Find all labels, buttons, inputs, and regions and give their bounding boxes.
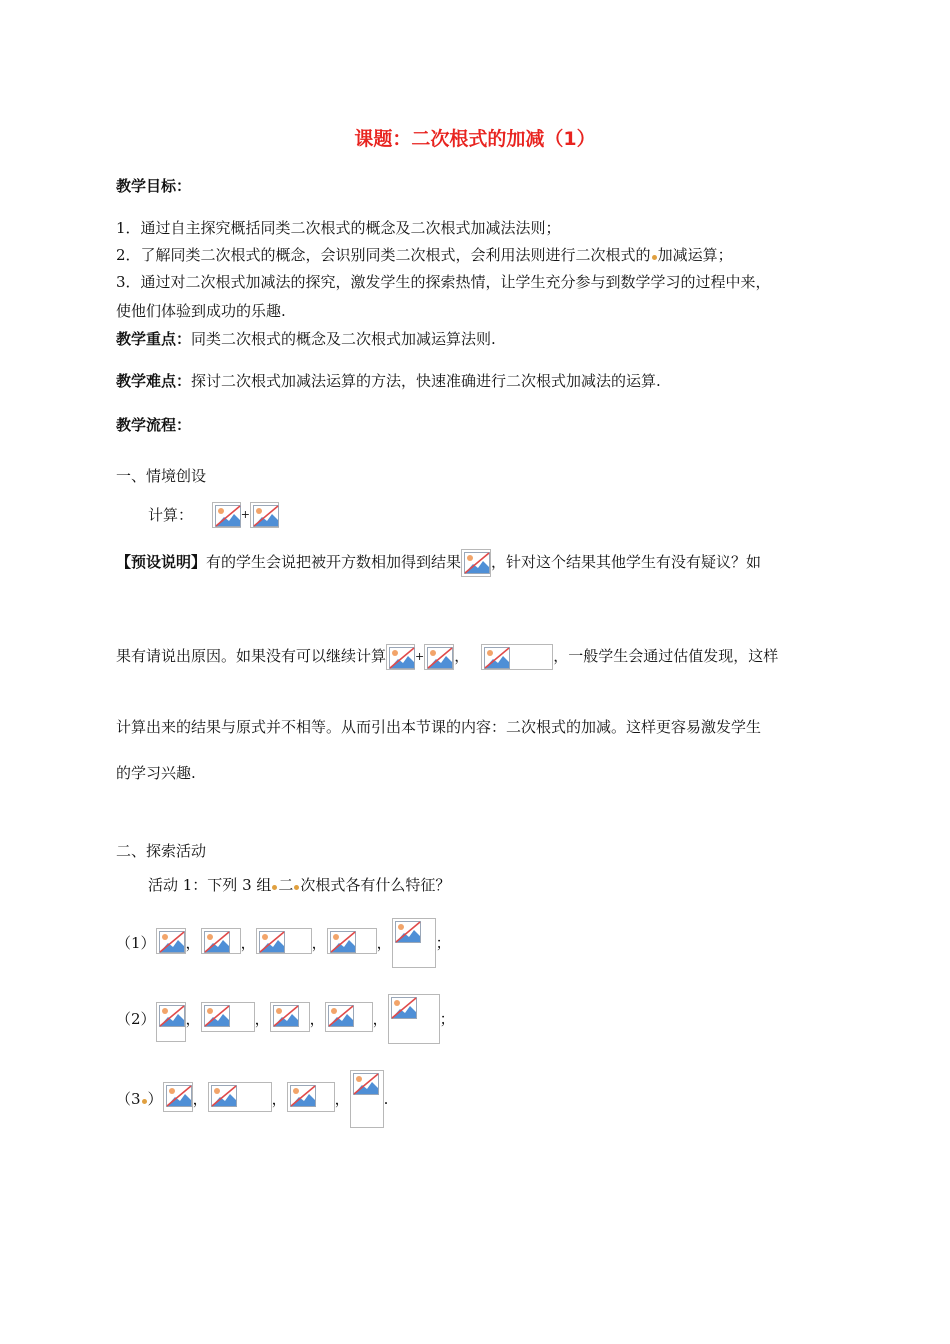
image-placeholder-icon bbox=[392, 918, 436, 968]
image-placeholder-icon bbox=[287, 1082, 335, 1112]
comma: ， bbox=[240, 934, 256, 952]
difficulty-text: 探讨二次根式加减法运算的方法，快速准确进行二次根式加减法的运算. bbox=[191, 372, 661, 390]
plus-sign: + bbox=[415, 650, 425, 663]
key-point-label: 教学重点： bbox=[116, 330, 192, 348]
calc-line bbox=[148, 500, 279, 529]
image-placeholder-icon bbox=[386, 644, 415, 670]
activity-text-b: 二 bbox=[278, 876, 294, 894]
activity-line bbox=[148, 874, 450, 896]
flow-heading: 教学流程： bbox=[116, 416, 192, 434]
line2-text-a: 果有请说出原因。如果没有可以继续计算 bbox=[116, 647, 387, 665]
preset-line-3: 计算出来的结果与原式并不相等。从而引出本节课的内容：二次根式的加减。这样更容易激发学生 bbox=[116, 718, 762, 736]
objective-item-2 bbox=[116, 244, 733, 266]
image-placeholder-icon bbox=[156, 928, 186, 954]
image-placeholder-icon bbox=[256, 928, 312, 954]
comma: ， bbox=[334, 1090, 350, 1108]
preset-text-b: ，针对这个结果其他学生有没有疑议？如 bbox=[491, 553, 762, 571]
group-3-label-a: （3 bbox=[116, 1090, 141, 1108]
objective-item-1: 1．通过自主探究概括同类二次根式的概念及二次根式加减法法则； bbox=[116, 219, 561, 237]
comma: ， bbox=[376, 934, 392, 952]
section2-heading: 二、探索活动 bbox=[116, 842, 207, 860]
key-point bbox=[116, 328, 496, 350]
comma: ， bbox=[192, 1090, 208, 1108]
comma: ， bbox=[271, 1090, 287, 1108]
objective-item-3: 3．通过对二次根式加减法的探究，激发学生的探索热情，让学生充分参与到数学学习的过程中来， bbox=[116, 273, 771, 291]
comma: ， bbox=[185, 1010, 201, 1028]
activity-text-c: 次根式各有什么特征？ bbox=[300, 876, 451, 894]
image-placeholder-icon bbox=[388, 994, 440, 1044]
comma: ， bbox=[309, 1010, 325, 1028]
plus-sign: + bbox=[240, 508, 251, 521]
comma: ， bbox=[185, 934, 201, 952]
objective-item-2-end: 加减运算； bbox=[657, 246, 733, 264]
difficulty-label: 教学难点： bbox=[116, 372, 192, 390]
group-3-label bbox=[116, 1088, 163, 1110]
image-placeholder-icon bbox=[156, 1002, 186, 1042]
group-1-row bbox=[116, 918, 451, 970]
dot-mark bbox=[272, 885, 277, 890]
group-2-row bbox=[116, 994, 455, 1046]
image-placeholder-icon bbox=[270, 1002, 310, 1032]
group-3-row bbox=[116, 1070, 388, 1128]
dot-mark bbox=[142, 1099, 147, 1104]
group-1-label: （1） bbox=[116, 934, 156, 952]
group-2-label: （2） bbox=[116, 1010, 156, 1028]
semicolon: ； bbox=[439, 1010, 455, 1028]
activity-text-a: 活动 1：下列 3 组 bbox=[148, 876, 272, 894]
semicolon: ； bbox=[435, 934, 451, 952]
dot-mark bbox=[652, 255, 657, 260]
key-point-text: 同类二次根式的概念及二次根式加减运算法则. bbox=[191, 330, 496, 348]
image-placeholder-icon bbox=[208, 1082, 272, 1112]
objective-item-3-cont: 使他们体验到成功的乐趣. bbox=[116, 302, 286, 320]
group-3-label-b: ） bbox=[147, 1090, 163, 1108]
preset-line-2 bbox=[116, 642, 778, 671]
objective-item-2-text: 2．了解同类二次根式的概念，会识别同类二次根式，会利用法则进行二次根式的 bbox=[116, 246, 651, 264]
page-title: 课题：二次根式的加减（1） bbox=[354, 128, 596, 150]
comma: ， bbox=[254, 1010, 270, 1028]
image-placeholder-icon bbox=[424, 644, 454, 670]
image-placeholder-icon bbox=[481, 644, 553, 670]
image-placeholder-icon bbox=[212, 502, 241, 528]
line2-text-b: ，一般学生会通过估值发现，这样 bbox=[553, 647, 779, 665]
preset-text-a: 有的学生会说把被开方数相加得到结果 bbox=[206, 553, 462, 571]
calc-label: 计算： bbox=[148, 506, 194, 524]
image-placeholder-icon bbox=[201, 1002, 255, 1032]
comma: ， bbox=[311, 934, 327, 952]
dot-mark bbox=[294, 885, 299, 890]
image-placeholder-icon bbox=[163, 1082, 193, 1112]
period: . bbox=[383, 1090, 389, 1108]
image-placeholder-icon bbox=[327, 928, 377, 954]
image-placeholder-icon bbox=[461, 549, 491, 577]
preset-label: 【预设说明】 bbox=[116, 553, 207, 571]
difficulty bbox=[116, 370, 661, 392]
line2-comma: ， bbox=[454, 647, 470, 665]
comma: ， bbox=[372, 1010, 388, 1028]
section1-heading: 一、情境创设 bbox=[116, 467, 207, 485]
objectives-heading: 教学目标： bbox=[116, 177, 192, 195]
image-placeholder-icon bbox=[325, 1002, 373, 1032]
preset-line-1 bbox=[116, 548, 761, 577]
image-placeholder-icon bbox=[350, 1070, 384, 1128]
image-placeholder-icon bbox=[250, 502, 279, 528]
preset-line-4: 的学习兴趣. bbox=[116, 764, 196, 782]
image-placeholder-icon bbox=[201, 928, 241, 954]
